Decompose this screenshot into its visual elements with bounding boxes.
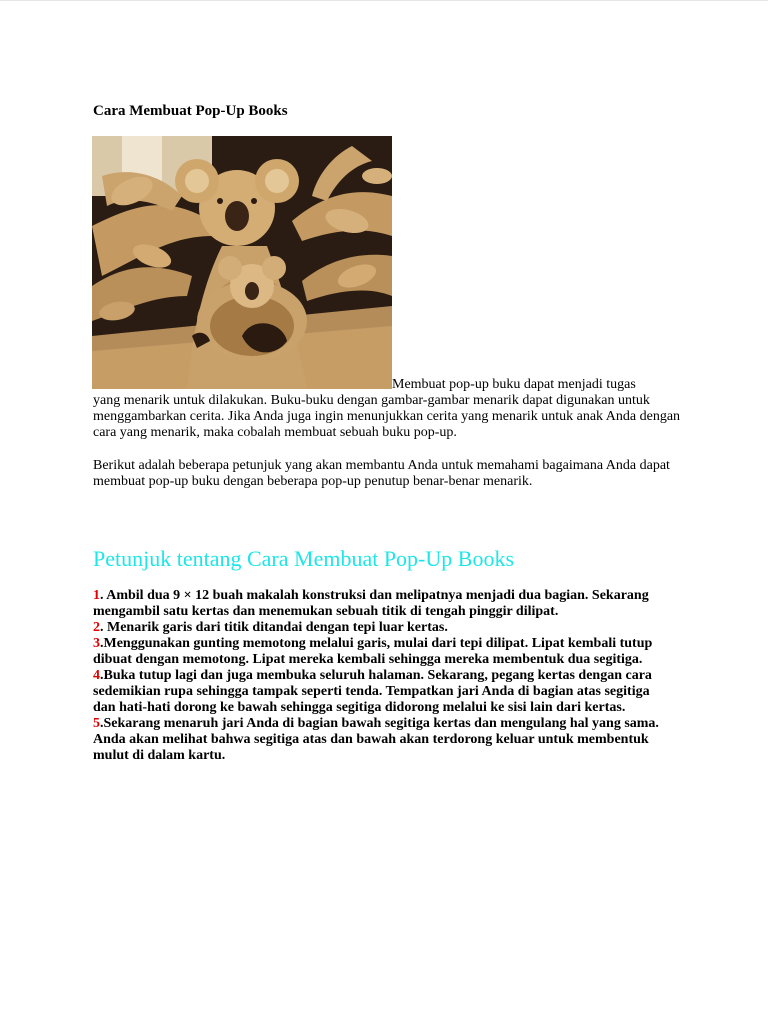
step-number: 4: [93, 668, 100, 683]
section-heading: Petunjuk tentang Cara Membuat Pop-Up Books: [93, 546, 515, 571]
step-item: [93, 716, 673, 764]
step-text: Ambil dua 9 × 12 buah makalah konstruksi dan melipatnya menjadi dua bagian. Sekarang mengambil satu kertas dan menemukan sebuah titik di tengah pinggir dilipat.: [93, 588, 649, 619]
step-number: 3: [93, 636, 100, 651]
step-number: 5: [93, 716, 100, 731]
step-text: Menggunakan gunting memotong melalui garis, mulai dari tepi dilipat. Lipat kembali tutup dibuat dengan memotong. Lipat mereka kembali sehingga mereka membentuk dua segitiga.: [93, 636, 653, 667]
instructions-intro-paragraph: Berikut adalah beberapa petunjuk yang akan membantu Anda untuk memahami bagaimana Anda dapat membuat pop-up buku dengan beberapa pop-up penutup benar-benar menarik.: [93, 458, 670, 489]
intro-text-first-line: Membuat pop-up buku dapat menjadi tugas: [392, 377, 636, 392]
step-item: [93, 620, 673, 636]
step-item: [93, 588, 673, 620]
step-separator: .: [100, 620, 107, 635]
step-text: Sekarang menaruh jari Anda di bagian bawah segitiga kertas dan mengulang hal yang sama. Anda akan melihat bahwa segitiga atas dan bawah akan terdorong keluar untuk membentuk mulut di dalam kartu.: [93, 716, 659, 763]
step-item: [93, 668, 673, 716]
step-number: 1: [93, 588, 100, 603]
step-separator: .: [100, 636, 104, 651]
popup-book-image: [92, 136, 392, 389]
step-number: 2: [93, 620, 100, 635]
step-item: [93, 636, 673, 668]
steps-list: [93, 588, 673, 764]
step-separator: .: [100, 668, 104, 683]
step-separator: .: [100, 716, 104, 731]
intro-text-continuation: yang menarik untuk dilakukan. Buku-buku dengan gambar-gambar menarik dapat digunakan untuk menggambarkan cerita. Jika Anda juga ingin menunjukkan cerita yang menarik untuk anak Anda dengan cara yang menarik, maka cobalah membuat sebuah buku pop-up.: [93, 393, 681, 440]
document-title: Cara Membuat Pop-Up Books: [93, 103, 288, 119]
step-separator: .: [100, 588, 107, 603]
step-text: Buka tutup lagi dan juga membuka seluruh halaman. Sekarang, pegang kertas dengan cara sedemikian rupa sehingga tampak seperti tenda. Tempatkan jari Anda di bagian atas segitiga dan hati-hati dorong ke bawah sehingga segitiga didorong melalui ke sisi lain dari kertas.: [93, 668, 652, 715]
intro-paragraph: [93, 393, 693, 441]
step-text: Menarik garis dari titik ditandai dengan tepi luar kertas.: [107, 620, 448, 635]
